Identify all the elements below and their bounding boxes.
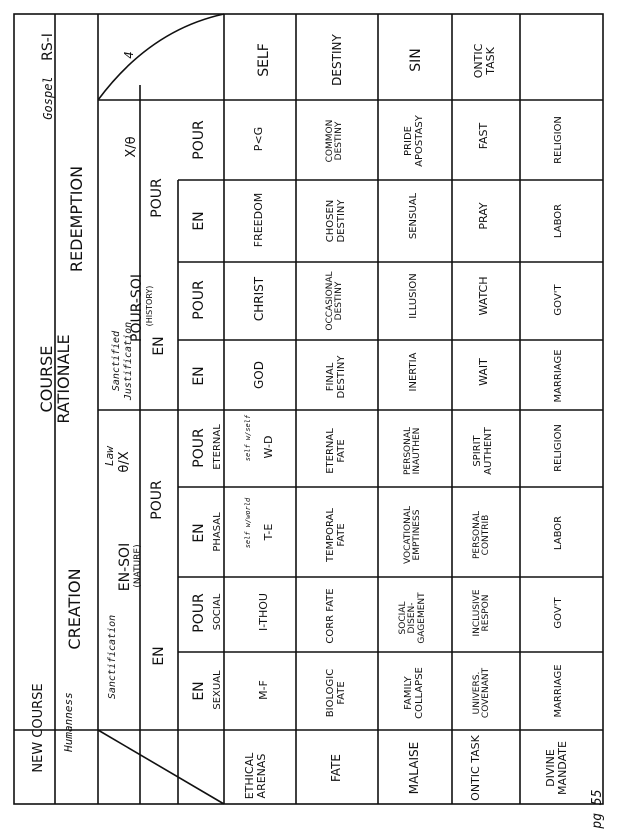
- cell-eternal-fate: ETERNAL FATE: [325, 428, 347, 474]
- cell-pride-apostasy: PRIDE APOSTASY: [403, 115, 425, 167]
- right-sin: SIN: [408, 48, 424, 72]
- gospel-label: Gospel: [41, 76, 55, 120]
- col-header-1: EN: [191, 681, 207, 701]
- pour-left-label: POUR: [149, 480, 165, 520]
- cell-religion-2: RELIGION: [553, 116, 564, 164]
- cell-final-destiny: FINAL DESTINY: [325, 355, 347, 399]
- redemption-label: REDEMPTION: [67, 165, 86, 273]
- cell-personal-contrib: PERSONAL CONTRIB: [472, 510, 492, 560]
- en-right-label: EN: [151, 336, 167, 356]
- cell-marriage-2: MARRIAGE: [553, 349, 564, 403]
- cell-w-d: W-D: [262, 435, 275, 459]
- cell-wait: WAIT: [477, 358, 490, 386]
- page-number: pg 55: [590, 789, 605, 829]
- en-soi-label: EN-SOI: [117, 542, 133, 592]
- history-label: (HISTORY): [145, 285, 154, 327]
- four-mark: 4: [122, 51, 136, 59]
- col-header-4: POUR: [191, 428, 207, 468]
- course-rationale-title: COURSE RATIONALE: [37, 334, 73, 424]
- col-header-6: POUR: [191, 280, 207, 320]
- pour-soi-label: POUR-SOI: [129, 274, 145, 342]
- theta-x-label: θ/X: [117, 451, 132, 473]
- cell-vocational-emptiness: VOCATIONAL EMPTINESS: [403, 506, 423, 564]
- cell-inclusive-respon: INCLUSIVE RESPON: [472, 589, 492, 637]
- cell-religion-1: RELIGION: [553, 424, 564, 472]
- cell-p-g: P<G: [252, 126, 265, 152]
- page-code: RS-I: [40, 33, 56, 61]
- nature-label: (NATURE): [133, 544, 143, 588]
- annot-self-world: self w/world: [244, 497, 252, 549]
- pour-right-label: POUR: [149, 178, 165, 218]
- cell-govt-1: GOV'T: [553, 597, 564, 629]
- cell-inertia: INERTIA: [408, 352, 419, 392]
- creation-label: CREATION: [65, 568, 84, 650]
- cell-chosen-destiny: CHOSEN DESTINY: [325, 199, 347, 243]
- annot-self-self: self w/self: [244, 414, 252, 462]
- cell-social: SOCIAL: [212, 593, 223, 631]
- cell-family-collapse: FAMILY COLLAPSE: [403, 667, 425, 719]
- cell-t-e: T-E: [262, 523, 275, 541]
- cell-eternal: ETERNAL: [212, 424, 223, 470]
- cell-illusion: ILLUSION: [408, 273, 419, 319]
- right-destiny: DESTINY: [330, 34, 344, 86]
- cell-temporal-fate: TEMPORAL FATE: [325, 508, 347, 562]
- cell-common-destiny: COMMON DESTINY: [325, 119, 345, 163]
- col-header-3: EN: [191, 523, 207, 543]
- x-theta-label: X/θ: [124, 136, 139, 158]
- cell-spirit-authent: SPIRIT AUTHENT: [472, 427, 494, 475]
- cell-watch: WATCH: [477, 276, 490, 316]
- law-label: Law: [103, 446, 116, 466]
- sanctified-label: Sanctified: [111, 330, 122, 392]
- new-course-title: NEW COURSE: [31, 683, 46, 773]
- row-label-malaise: MALAISE: [407, 741, 421, 795]
- col-header-8: POUR: [191, 120, 207, 160]
- cell-labor-2: LABOR: [553, 203, 564, 239]
- cell-govt-2: GOV'T: [553, 284, 564, 316]
- row-label-ethical-arenas: ETHICAL ARENAS: [243, 752, 268, 800]
- cell-fast: FAST: [477, 122, 490, 150]
- right-self: SELF: [256, 43, 272, 77]
- col-header-7: EN: [191, 211, 207, 231]
- cell-biologic-fate: BIOLOGIC FATE: [325, 668, 347, 718]
- cell-corr-fate: CORR FATE: [325, 588, 336, 644]
- cell-sexual: SEXUAL: [212, 670, 223, 710]
- cell-univers-covenant: UNIVERS. COVENANT: [472, 667, 492, 719]
- row-label-ontic-task: ONTIC TASK: [469, 735, 482, 801]
- cell-marriage-1: MARRIAGE: [553, 664, 564, 718]
- cell-god: GOD: [252, 361, 266, 389]
- cell-pray: PRAY: [477, 202, 490, 230]
- col-header-2: POUR: [191, 593, 207, 633]
- cell-freedom: FREEDOM: [252, 192, 265, 248]
- justification-label: Justification: [123, 321, 134, 401]
- cell-personal-inauthen: PERSONAL INAUTHEN: [403, 426, 423, 476]
- en-left-label: EN: [151, 646, 167, 666]
- cell-occasional-destiny: OCCASIONAL DESTINY: [325, 271, 345, 331]
- cell-phasal: PHASAL: [212, 512, 223, 552]
- cell-sensual: SENSUAL: [408, 192, 419, 240]
- row-label-divine-mandate: DIVINE MANDATE: [544, 741, 569, 795]
- cell-i-thou: I-THOU: [257, 593, 270, 631]
- humanness-label: Humanness: [62, 692, 75, 752]
- cell-christ: CHRIST: [252, 276, 266, 322]
- cell-social-disengagement: SOCIAL DISEN-GAGEMENT: [398, 592, 427, 644]
- cell-m-f: M-F: [257, 680, 270, 700]
- col-header-5: EN: [191, 366, 207, 386]
- right-ontic-task: ONTIC TASK: [472, 43, 497, 79]
- row-label-fate: FATE: [329, 754, 343, 782]
- sanctification-label: Sanctification: [107, 614, 118, 700]
- cell-labor-1: LABOR: [553, 515, 564, 551]
